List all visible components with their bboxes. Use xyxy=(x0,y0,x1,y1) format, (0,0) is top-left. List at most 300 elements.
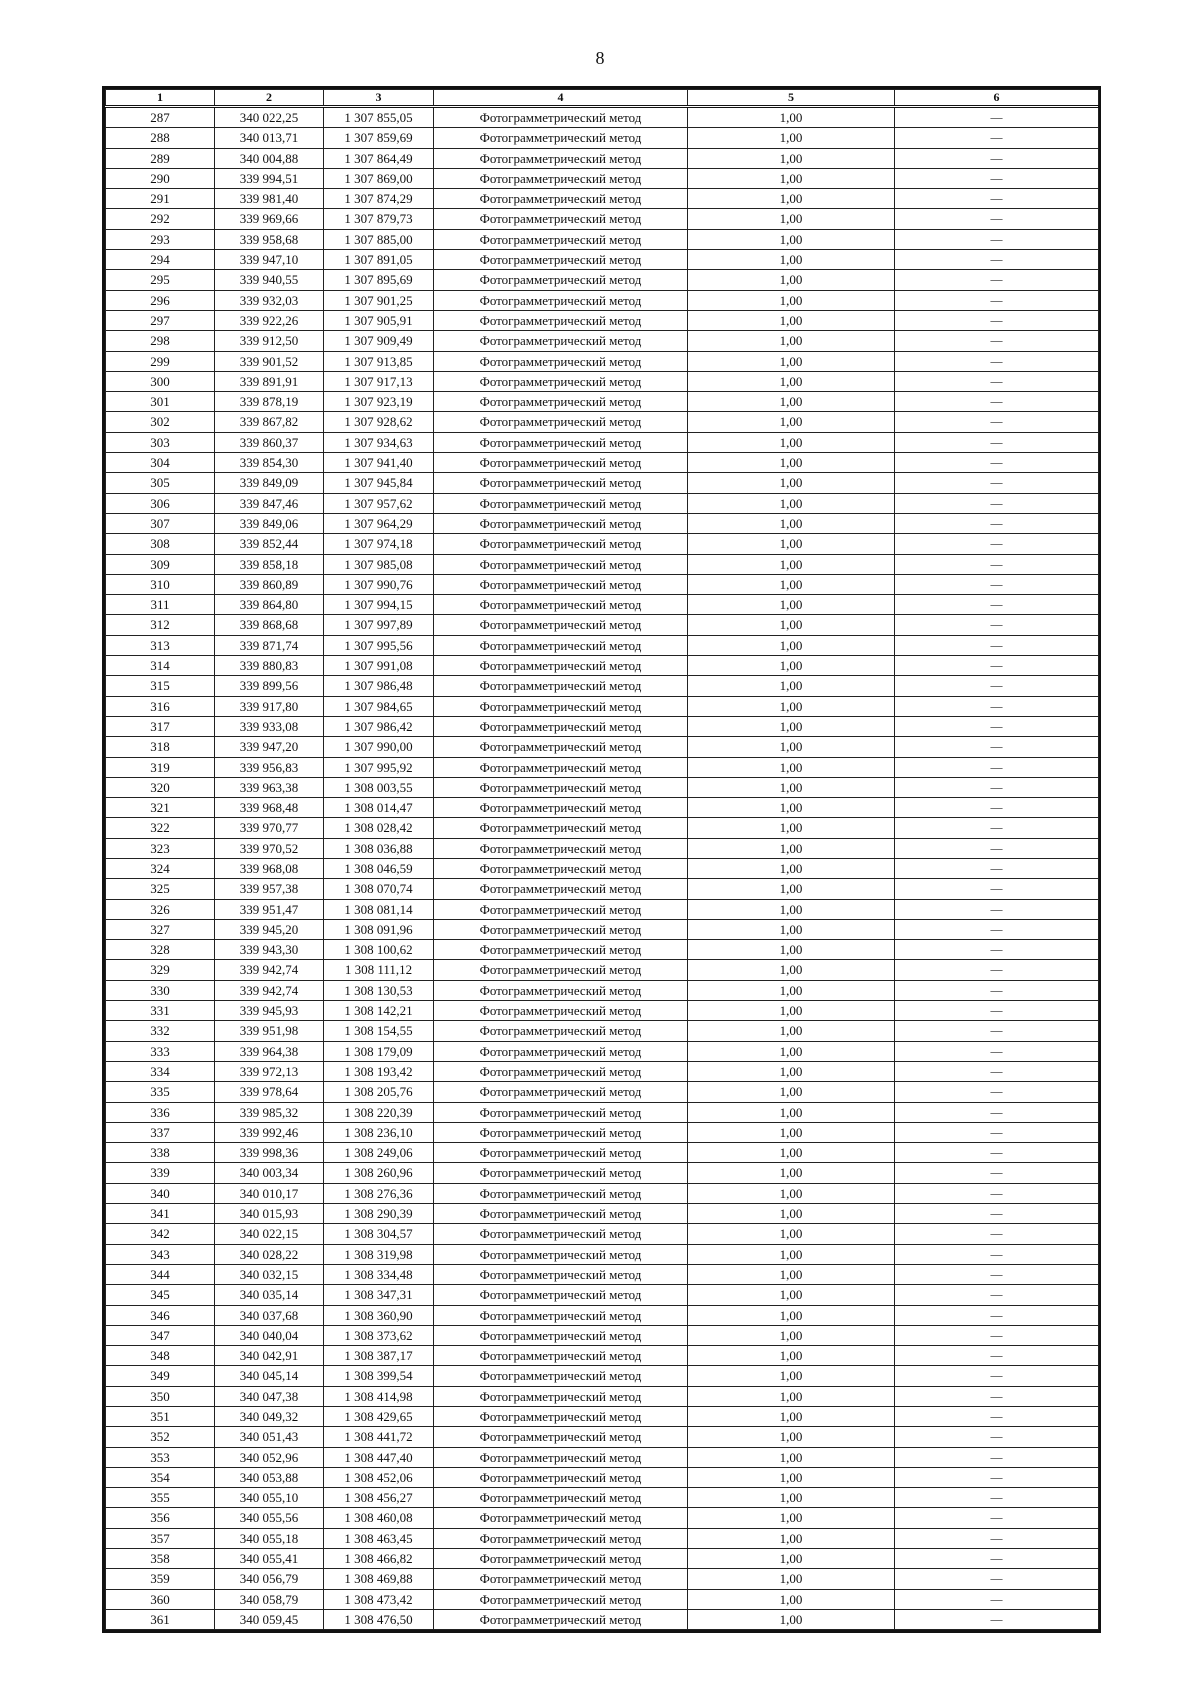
method-cell: Фотограмметрический метод xyxy=(434,574,688,594)
x-coordinate-cell: 339 942,74 xyxy=(215,980,324,1000)
point-number-cell: 309 xyxy=(106,554,215,574)
point-number-cell: 359 xyxy=(106,1569,215,1589)
x-coordinate-cell: 339 956,83 xyxy=(215,757,324,777)
y-coordinate-cell: 1 307 917,13 xyxy=(324,371,434,391)
dash-cell: — xyxy=(895,534,1099,554)
point-number-cell: 315 xyxy=(106,676,215,696)
point-number-cell: 305 xyxy=(106,473,215,493)
table-row xyxy=(106,1001,1099,1021)
table-row xyxy=(106,250,1099,270)
y-coordinate-cell: 1 308 463,45 xyxy=(324,1528,434,1548)
y-coordinate-cell: 1 308 028,42 xyxy=(324,818,434,838)
method-cell: Фотограмметрический метод xyxy=(434,371,688,391)
dash-cell: — xyxy=(895,1549,1099,1569)
method-cell: Фотограмметрический метод xyxy=(434,513,688,533)
page-number: 8 xyxy=(595,48,605,68)
point-number-cell: 304 xyxy=(106,453,215,473)
y-coordinate-cell: 1 308 290,39 xyxy=(324,1204,434,1224)
table-row xyxy=(106,777,1099,797)
dash-cell: — xyxy=(895,1467,1099,1487)
y-coordinate-cell: 1 308 460,08 xyxy=(324,1508,434,1528)
accuracy-cell: 1,00 xyxy=(688,1001,895,1021)
accuracy-cell: 1,00 xyxy=(688,635,895,655)
y-coordinate-cell: 1 307 941,40 xyxy=(324,453,434,473)
point-number-cell: 341 xyxy=(106,1204,215,1224)
method-cell: Фотограмметрический метод xyxy=(434,1407,688,1427)
point-number-cell: 301 xyxy=(106,392,215,412)
x-coordinate-cell: 339 947,10 xyxy=(215,250,324,270)
point-number-cell: 348 xyxy=(106,1346,215,1366)
method-cell: Фотограмметрический метод xyxy=(434,290,688,310)
accuracy-cell: 1,00 xyxy=(688,432,895,452)
x-coordinate-cell: 339 957,38 xyxy=(215,879,324,899)
accuracy-cell: 1,00 xyxy=(688,656,895,676)
y-coordinate-cell: 1 308 100,62 xyxy=(324,940,434,960)
point-number-cell: 302 xyxy=(106,412,215,432)
method-cell: Фотограмметрический метод xyxy=(434,1041,688,1061)
point-number-cell: 294 xyxy=(106,250,215,270)
method-cell: Фотограмметрический метод xyxy=(434,1366,688,1386)
y-coordinate-cell: 1 308 014,47 xyxy=(324,798,434,818)
y-coordinate-cell: 1 308 130,53 xyxy=(324,980,434,1000)
accuracy-cell: 1,00 xyxy=(688,1021,895,1041)
x-coordinate-cell: 340 055,56 xyxy=(215,1508,324,1528)
point-number-cell: 303 xyxy=(106,432,215,452)
point-number-cell: 328 xyxy=(106,940,215,960)
accuracy-cell: 1,00 xyxy=(688,595,895,615)
table-row xyxy=(106,107,1099,128)
accuracy-cell: 1,00 xyxy=(688,453,895,473)
point-number-cell: 319 xyxy=(106,757,215,777)
accuracy-cell: 1,00 xyxy=(688,1366,895,1386)
table-row xyxy=(106,899,1099,919)
method-cell: Фотограмметрический метод xyxy=(434,757,688,777)
table-row xyxy=(106,432,1099,452)
y-coordinate-cell: 1 308 473,42 xyxy=(324,1589,434,1609)
point-number-cell: 345 xyxy=(106,1285,215,1305)
y-coordinate-cell: 1 307 895,69 xyxy=(324,270,434,290)
point-number-cell: 316 xyxy=(106,696,215,716)
x-coordinate-cell: 339 868,68 xyxy=(215,615,324,635)
table-row xyxy=(106,1447,1099,1467)
dash-cell: — xyxy=(895,1508,1099,1528)
accuracy-cell: 1,00 xyxy=(688,899,895,919)
point-number-cell: 297 xyxy=(106,310,215,330)
table-row xyxy=(106,189,1099,209)
table-row xyxy=(106,493,1099,513)
accuracy-cell: 1,00 xyxy=(688,513,895,533)
accuracy-cell: 1,00 xyxy=(688,351,895,371)
dash-cell: — xyxy=(895,1061,1099,1081)
y-coordinate-cell: 1 308 347,31 xyxy=(324,1285,434,1305)
point-number-cell: 288 xyxy=(106,128,215,148)
x-coordinate-cell: 339 951,47 xyxy=(215,899,324,919)
method-cell: Фотограмметрический метод xyxy=(434,1488,688,1508)
table-row xyxy=(106,1488,1099,1508)
accuracy-cell: 1,00 xyxy=(688,534,895,554)
method-cell: Фотограмметрический метод xyxy=(434,737,688,757)
header-row xyxy=(106,90,1099,107)
x-coordinate-cell: 339 860,37 xyxy=(215,432,324,452)
x-coordinate-cell: 340 049,32 xyxy=(215,1407,324,1427)
x-coordinate-cell: 339 942,74 xyxy=(215,960,324,980)
accuracy-cell: 1,00 xyxy=(688,1447,895,1467)
point-number-cell: 298 xyxy=(106,331,215,351)
point-number-cell: 299 xyxy=(106,351,215,371)
table-row xyxy=(106,757,1099,777)
point-number-cell: 336 xyxy=(106,1102,215,1122)
accuracy-cell: 1,00 xyxy=(688,1183,895,1203)
table-row xyxy=(106,858,1099,878)
y-coordinate-cell: 1 307 985,08 xyxy=(324,554,434,574)
y-coordinate-cell: 1 307 974,18 xyxy=(324,534,434,554)
table-row xyxy=(106,371,1099,391)
table-row xyxy=(106,1183,1099,1203)
dash-cell: — xyxy=(895,899,1099,919)
point-number-cell: 333 xyxy=(106,1041,215,1061)
x-coordinate-cell: 339 970,52 xyxy=(215,838,324,858)
x-coordinate-cell: 339 912,50 xyxy=(215,331,324,351)
table-row xyxy=(106,1508,1099,1528)
method-cell: Фотограмметрический метод xyxy=(434,412,688,432)
x-coordinate-cell: 339 932,03 xyxy=(215,290,324,310)
x-coordinate-cell: 339 891,91 xyxy=(215,371,324,391)
x-coordinate-cell: 339 998,36 xyxy=(215,1143,324,1163)
y-coordinate-cell: 1 307 991,08 xyxy=(324,656,434,676)
dash-cell: — xyxy=(895,1427,1099,1447)
table-row xyxy=(106,919,1099,939)
method-cell: Фотограмметрический метод xyxy=(434,1467,688,1487)
accuracy-cell: 1,00 xyxy=(688,554,895,574)
table-row xyxy=(106,1285,1099,1305)
coordinates-table xyxy=(102,86,1101,1633)
point-number-cell: 330 xyxy=(106,980,215,1000)
table-body xyxy=(106,107,1099,1630)
point-number-cell: 289 xyxy=(106,148,215,168)
table-row xyxy=(106,1163,1099,1183)
y-coordinate-cell: 1 308 154,55 xyxy=(324,1021,434,1041)
y-coordinate-cell: 1 308 142,21 xyxy=(324,1001,434,1021)
method-cell: Фотограмметрический метод xyxy=(434,1386,688,1406)
x-coordinate-cell: 339 943,30 xyxy=(215,940,324,960)
method-cell: Фотограмметрический метод xyxy=(434,1508,688,1528)
accuracy-cell: 1,00 xyxy=(688,737,895,757)
method-cell: Фотограмметрический метод xyxy=(434,777,688,797)
table-row xyxy=(106,453,1099,473)
y-coordinate-cell: 1 308 441,72 xyxy=(324,1427,434,1447)
x-coordinate-cell: 340 053,88 xyxy=(215,1467,324,1487)
accuracy-cell: 1,00 xyxy=(688,1224,895,1244)
point-number-cell: 287 xyxy=(106,107,215,128)
method-cell: Фотограмметрический метод xyxy=(434,1285,688,1305)
point-number-cell: 332 xyxy=(106,1021,215,1041)
point-number-cell: 290 xyxy=(106,168,215,188)
accuracy-cell: 1,00 xyxy=(688,960,895,980)
point-number-cell: 323 xyxy=(106,838,215,858)
y-coordinate-cell: 1 307 957,62 xyxy=(324,493,434,513)
method-cell: Фотограмметрический метод xyxy=(434,493,688,513)
method-cell: Фотограмметрический метод xyxy=(434,1021,688,1041)
method-cell: Фотограмметрический метод xyxy=(434,453,688,473)
method-cell: Фотограмметрический метод xyxy=(434,1447,688,1467)
point-number-cell: 308 xyxy=(106,534,215,554)
table-row xyxy=(106,980,1099,1000)
y-coordinate-cell: 1 308 179,09 xyxy=(324,1041,434,1061)
dash-cell: — xyxy=(895,1082,1099,1102)
x-coordinate-cell: 340 003,34 xyxy=(215,1163,324,1183)
method-cell: Фотограмметрический метод xyxy=(434,635,688,655)
method-cell: Фотограмметрический метод xyxy=(434,554,688,574)
column-header: 1 xyxy=(106,90,215,107)
accuracy-cell: 1,00 xyxy=(688,574,895,594)
table-row xyxy=(106,879,1099,899)
x-coordinate-cell: 339 978,64 xyxy=(215,1082,324,1102)
point-number-cell: 342 xyxy=(106,1224,215,1244)
x-coordinate-cell: 340 055,41 xyxy=(215,1549,324,1569)
table-row xyxy=(106,1609,1099,1629)
x-coordinate-cell: 339 945,93 xyxy=(215,1001,324,1021)
accuracy-cell: 1,00 xyxy=(688,128,895,148)
table-row xyxy=(106,818,1099,838)
dash-cell: — xyxy=(895,1589,1099,1609)
accuracy-cell: 1,00 xyxy=(688,148,895,168)
table-row xyxy=(106,656,1099,676)
accuracy-cell: 1,00 xyxy=(688,1467,895,1487)
table-row xyxy=(106,1467,1099,1487)
x-coordinate-cell: 339 849,06 xyxy=(215,513,324,533)
method-cell: Фотограмметрический метод xyxy=(434,1264,688,1284)
y-coordinate-cell: 1 308 469,88 xyxy=(324,1569,434,1589)
dash-cell: — xyxy=(895,148,1099,168)
x-coordinate-cell: 340 058,79 xyxy=(215,1589,324,1609)
dash-cell: — xyxy=(895,858,1099,878)
y-coordinate-cell: 1 308 236,10 xyxy=(324,1122,434,1142)
table-row xyxy=(106,798,1099,818)
method-cell: Фотограмметрический метод xyxy=(434,1001,688,1021)
y-coordinate-cell: 1 308 220,39 xyxy=(324,1102,434,1122)
method-cell: Фотограмметрический метод xyxy=(434,168,688,188)
dash-cell: — xyxy=(895,1264,1099,1284)
method-cell: Фотограмметрический метод xyxy=(434,209,688,229)
point-number-cell: 318 xyxy=(106,737,215,757)
x-coordinate-cell: 339 901,52 xyxy=(215,351,324,371)
table-row xyxy=(106,737,1099,757)
dash-cell: — xyxy=(895,1386,1099,1406)
x-coordinate-cell: 340 037,68 xyxy=(215,1305,324,1325)
y-coordinate-cell: 1 307 994,15 xyxy=(324,595,434,615)
x-coordinate-cell: 339 970,77 xyxy=(215,818,324,838)
method-cell: Фотограмметрический метод xyxy=(434,1427,688,1447)
y-coordinate-cell: 1 307 964,29 xyxy=(324,513,434,533)
x-coordinate-cell: 339 878,19 xyxy=(215,392,324,412)
dash-cell: — xyxy=(895,1163,1099,1183)
point-number-cell: 358 xyxy=(106,1549,215,1569)
dash-cell: — xyxy=(895,1183,1099,1203)
y-coordinate-cell: 1 307 995,56 xyxy=(324,635,434,655)
point-number-cell: 354 xyxy=(106,1467,215,1487)
dash-cell: — xyxy=(895,351,1099,371)
x-coordinate-cell: 339 992,46 xyxy=(215,1122,324,1142)
dash-cell: — xyxy=(895,107,1099,128)
table-row xyxy=(106,1264,1099,1284)
dash-cell: — xyxy=(895,960,1099,980)
method-cell: Фотограмметрический метод xyxy=(434,656,688,676)
dash-cell: — xyxy=(895,1244,1099,1264)
table-row xyxy=(106,412,1099,432)
accuracy-cell: 1,00 xyxy=(688,798,895,818)
dash-cell: — xyxy=(895,331,1099,351)
y-coordinate-cell: 1 308 334,48 xyxy=(324,1264,434,1284)
accuracy-cell: 1,00 xyxy=(688,838,895,858)
x-coordinate-cell: 339 994,51 xyxy=(215,168,324,188)
y-coordinate-cell: 1 308 429,65 xyxy=(324,1407,434,1427)
table-row xyxy=(106,1427,1099,1447)
point-number-cell: 360 xyxy=(106,1589,215,1609)
method-cell: Фотограмметрический метод xyxy=(434,1061,688,1081)
point-number-cell: 326 xyxy=(106,899,215,919)
method-cell: Фотограмметрический метод xyxy=(434,107,688,128)
y-coordinate-cell: 1 308 456,27 xyxy=(324,1488,434,1508)
y-coordinate-cell: 1 307 923,19 xyxy=(324,392,434,412)
y-coordinate-cell: 1 308 036,88 xyxy=(324,838,434,858)
table-row xyxy=(106,1041,1099,1061)
y-coordinate-cell: 1 307 990,00 xyxy=(324,737,434,757)
y-coordinate-cell: 1 307 990,76 xyxy=(324,574,434,594)
point-number-cell: 339 xyxy=(106,1163,215,1183)
x-coordinate-cell: 340 051,43 xyxy=(215,1427,324,1447)
dash-cell: — xyxy=(895,777,1099,797)
y-coordinate-cell: 1 308 111,12 xyxy=(324,960,434,980)
point-number-cell: 306 xyxy=(106,493,215,513)
method-cell: Фотограмметрический метод xyxy=(434,1589,688,1609)
method-cell: Фотограмметрический метод xyxy=(434,1549,688,1569)
accuracy-cell: 1,00 xyxy=(688,493,895,513)
point-number-cell: 350 xyxy=(106,1386,215,1406)
y-coordinate-cell: 1 307 859,69 xyxy=(324,128,434,148)
table-row xyxy=(106,676,1099,696)
accuracy-cell: 1,00 xyxy=(688,1264,895,1284)
x-coordinate-cell: 340 022,15 xyxy=(215,1224,324,1244)
y-coordinate-cell: 1 308 276,36 xyxy=(324,1183,434,1203)
method-cell: Фотограмметрический метод xyxy=(434,1305,688,1325)
accuracy-cell: 1,00 xyxy=(688,1549,895,1569)
table-row xyxy=(106,392,1099,412)
table-row xyxy=(106,148,1099,168)
y-coordinate-cell: 1 307 855,05 xyxy=(324,107,434,128)
dash-cell: — xyxy=(895,1488,1099,1508)
table-row xyxy=(106,534,1099,554)
y-coordinate-cell: 1 308 249,06 xyxy=(324,1143,434,1163)
point-number-cell: 344 xyxy=(106,1264,215,1284)
method-cell: Фотограмметрический метод xyxy=(434,838,688,858)
method-cell: Фотограмметрический метод xyxy=(434,615,688,635)
y-coordinate-cell: 1 308 466,82 xyxy=(324,1549,434,1569)
y-coordinate-cell: 1 308 476,50 xyxy=(324,1609,434,1629)
dash-cell: — xyxy=(895,1041,1099,1061)
table-row xyxy=(106,696,1099,716)
table-row xyxy=(106,1082,1099,1102)
point-number-cell: 334 xyxy=(106,1061,215,1081)
x-coordinate-cell: 339 847,46 xyxy=(215,493,324,513)
y-coordinate-cell: 1 307 945,84 xyxy=(324,473,434,493)
point-number-cell: 335 xyxy=(106,1082,215,1102)
dash-cell: — xyxy=(895,493,1099,513)
dash-cell: — xyxy=(895,1305,1099,1325)
column-header: 4 xyxy=(434,90,688,107)
point-number-cell: 295 xyxy=(106,270,215,290)
point-number-cell: 291 xyxy=(106,189,215,209)
method-cell: Фотограмметрический метод xyxy=(434,229,688,249)
point-number-cell: 347 xyxy=(106,1325,215,1345)
method-cell: Фотограмметрический метод xyxy=(434,595,688,615)
column-header: 2 xyxy=(215,90,324,107)
accuracy-cell: 1,00 xyxy=(688,189,895,209)
table-row xyxy=(106,473,1099,493)
x-coordinate-cell: 339 947,20 xyxy=(215,737,324,757)
accuracy-cell: 1,00 xyxy=(688,371,895,391)
x-coordinate-cell: 340 040,04 xyxy=(215,1325,324,1345)
method-cell: Фотограмметрический метод xyxy=(434,1325,688,1345)
x-coordinate-cell: 339 963,38 xyxy=(215,777,324,797)
table-row xyxy=(106,1122,1099,1142)
method-cell: Фотограмметрический метод xyxy=(434,1224,688,1244)
accuracy-cell: 1,00 xyxy=(688,310,895,330)
point-number-cell: 314 xyxy=(106,656,215,676)
dash-cell: — xyxy=(895,879,1099,899)
dash-cell: — xyxy=(895,1447,1099,1467)
method-cell: Фотограмметрический метод xyxy=(434,1569,688,1589)
dash-cell: — xyxy=(895,574,1099,594)
accuracy-cell: 1,00 xyxy=(688,1508,895,1528)
accuracy-cell: 1,00 xyxy=(688,1102,895,1122)
method-cell: Фотограмметрический метод xyxy=(434,392,688,412)
point-number-cell: 310 xyxy=(106,574,215,594)
dash-cell: — xyxy=(895,290,1099,310)
y-coordinate-cell: 1 307 934,63 xyxy=(324,432,434,452)
accuracy-cell: 1,00 xyxy=(688,1569,895,1589)
table-row xyxy=(106,128,1099,148)
table-row xyxy=(106,290,1099,310)
dash-cell: — xyxy=(895,453,1099,473)
table-row xyxy=(106,229,1099,249)
point-number-cell: 321 xyxy=(106,798,215,818)
dash-cell: — xyxy=(895,412,1099,432)
x-coordinate-cell: 340 032,15 xyxy=(215,1264,324,1284)
dash-cell: — xyxy=(895,1285,1099,1305)
method-cell: Фотограмметрический метод xyxy=(434,960,688,980)
x-coordinate-cell: 339 945,20 xyxy=(215,919,324,939)
y-coordinate-cell: 1 308 070,74 xyxy=(324,879,434,899)
dash-cell: — xyxy=(895,371,1099,391)
method-cell: Фотограмметрический метод xyxy=(434,310,688,330)
method-cell: Фотограмметрический метод xyxy=(434,716,688,736)
point-number-cell: 331 xyxy=(106,1001,215,1021)
x-coordinate-cell: 339 968,48 xyxy=(215,798,324,818)
y-coordinate-cell: 1 308 081,14 xyxy=(324,899,434,919)
accuracy-cell: 1,00 xyxy=(688,919,895,939)
method-cell: Фотограмметрический метод xyxy=(434,270,688,290)
point-number-cell: 296 xyxy=(106,290,215,310)
table-row xyxy=(106,1386,1099,1406)
accuracy-cell: 1,00 xyxy=(688,229,895,249)
table-row xyxy=(106,1305,1099,1325)
dash-cell: — xyxy=(895,432,1099,452)
y-coordinate-cell: 1 307 928,62 xyxy=(324,412,434,432)
method-cell: Фотограмметрический метод xyxy=(434,1122,688,1142)
y-coordinate-cell: 1 308 003,55 xyxy=(324,777,434,797)
table-row xyxy=(106,1325,1099,1345)
point-number-cell: 292 xyxy=(106,209,215,229)
